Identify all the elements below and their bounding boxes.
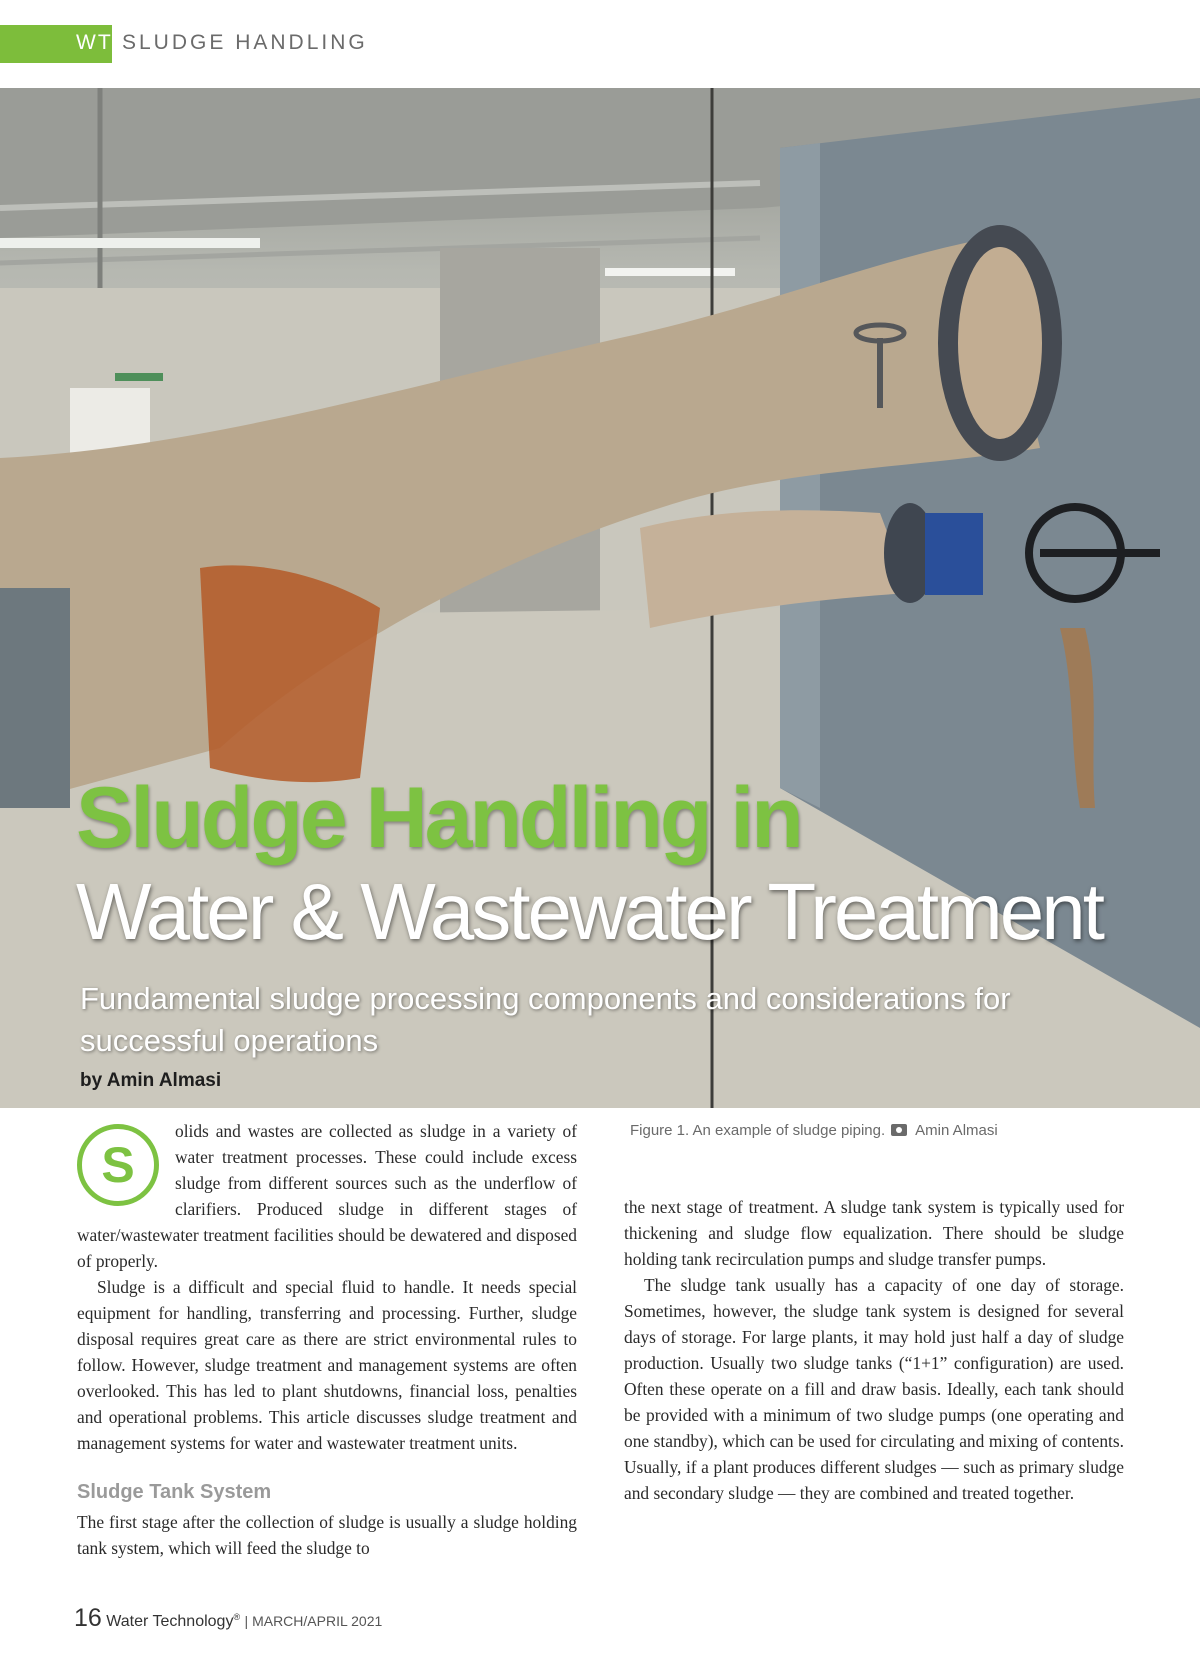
section-tab-label: WT xyxy=(76,31,113,54)
figure-caption xyxy=(630,1122,998,1139)
body-paragraph-1: olids and wastes are collected as sludge in a variety of water treatment processes. These could include excess sludge from different sources such as the underflow of clarifiers. Produced sludge in different stages of water/wastewater treatment facilities should be dewatered and disposed of properly. xyxy=(77,1121,577,1271)
page-number: 16 xyxy=(74,1604,102,1632)
section-header xyxy=(0,25,1200,63)
headline-line-2: Water & Wastewater Treatment xyxy=(76,867,1102,956)
caption-text: Figure 1. An example of sludge piping. xyxy=(630,1122,886,1139)
body-paragraph-3: The first stage after the collection of sludge is usually a sludge holding tank system, which will feed the sludge to xyxy=(77,1512,577,1558)
caption-credit: Amin Almasi xyxy=(915,1122,998,1139)
body-paragraph-2: Sludge is a difficult and special fluid to handle. It needs special equipment for handling, transferring and processing. Further, sludge disposal requires great care as there are strict environmental rules to follow. However, sludge treatment and management systems are often overlooked. This has led to plant shutdowns, financial loss, penalties and operational problems. This article discusses sludge treatment and management systems for water and wastewater treatment units. xyxy=(77,1277,577,1453)
page-footer xyxy=(74,1604,382,1633)
magazine-name: Water Technology xyxy=(106,1613,234,1630)
dropcap-letter: S xyxy=(101,1137,135,1193)
headline-line-1: Sludge Handling in xyxy=(76,770,801,866)
dropcap xyxy=(77,1124,159,1206)
byline: by Amin Almasi xyxy=(80,1070,222,1091)
body-column-left xyxy=(77,1118,577,1561)
camera-icon xyxy=(891,1124,907,1136)
body-paragraph-4: the next stage of treatment. A sludge tank system is typically used for thickening and sludge flow equalization. There should be sludge holding tank recirculation pumps and sludge transfer pumps. xyxy=(624,1197,1124,1269)
deck-subtitle: Fundamental sludge processing components and considerations for successful operations xyxy=(80,981,1011,1058)
subhead: Sludge Tank System xyxy=(77,1481,272,1503)
section-title: SLUDGE HANDLING xyxy=(122,31,368,54)
body-paragraph-5: The sludge tank usually has a capacity of one day of storage. Sometimes, however, the sludge tank system is designed for several days of storage. For large plants, it may hold just half a day of sludge production. Usually two sludge tanks (“1+1” configuration) are used. Often these operate on a fill and draw basis. Ideally, each tank should be provided with a minimum of two sludge pumps (one operating and one standby), which can be used for circulating and mixing of contents. Usually, if a plant produces different sludges — such as primary sludge and secondary sludge — they are combined and treated together. xyxy=(624,1275,1124,1503)
body-column-right xyxy=(624,1194,1124,1506)
issue-date: | MARCH/APRIL 2021 xyxy=(244,1613,383,1629)
registered-mark: ® xyxy=(233,1612,241,1622)
